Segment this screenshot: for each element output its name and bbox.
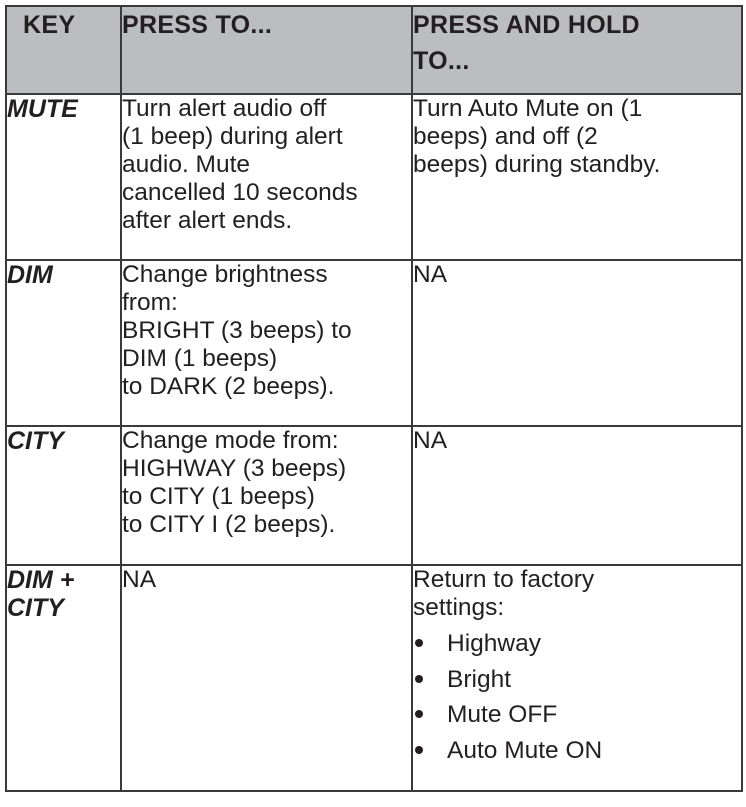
press-text-line: to DARK (2 beeps). <box>122 373 335 400</box>
hold-text-line: Return to factory <box>413 566 595 593</box>
hold-cell-city <box>412 426 742 565</box>
column-header-press-label: PRESS TO... <box>122 11 273 39</box>
press-cell-dim-city <box>121 565 412 791</box>
factory-settings-list <box>413 626 741 768</box>
list-item-label: Bright <box>447 665 512 693</box>
list-item-label: Mute OFF <box>447 701 558 728</box>
key-label: MUTE <box>7 95 78 123</box>
list-item <box>413 733 741 769</box>
table-header-row <box>6 6 742 94</box>
bullet-icon <box>415 639 423 647</box>
press-cell-dim <box>121 260 412 426</box>
hold-text-line: beeps) during standby. <box>413 151 661 178</box>
key-cell-dim <box>6 260 121 426</box>
list-item <box>413 626 741 662</box>
not-applicable-text: NA <box>122 566 157 593</box>
table-row <box>6 260 742 426</box>
press-text-line: to CITY I (2 beeps). <box>122 511 336 538</box>
column-header-hold <box>412 6 742 94</box>
press-text-line: Change brightness <box>122 261 328 288</box>
not-applicable-text: NA <box>413 261 448 288</box>
hold-text-line: beeps) and off (2 <box>413 123 598 150</box>
key-label: DIM <box>7 261 53 289</box>
bullet-icon <box>415 746 423 754</box>
table-row <box>6 94 742 260</box>
key-cell-city <box>6 426 121 565</box>
press-text-line: audio. Mute <box>122 151 251 178</box>
hold-text-line: settings: <box>413 594 505 621</box>
press-text-line: BRIGHT (3 beeps) to <box>122 317 352 344</box>
hold-cell-dim <box>412 260 742 426</box>
bullet-icon <box>415 710 423 718</box>
hold-text-line: Turn Auto Mute on (1 <box>413 95 643 122</box>
key-label-line2: CITY <box>7 594 64 622</box>
key-label-line1: DIM + <box>7 566 75 594</box>
column-header-key <box>6 6 121 94</box>
column-header-hold-label-line1: PRESS AND HOLD <box>413 11 640 39</box>
table-row <box>6 426 742 565</box>
press-cell-city <box>121 426 412 565</box>
list-item-label: Auto Mute ON <box>447 736 603 764</box>
key-label: CITY <box>7 427 64 455</box>
hold-cell-dim-city <box>412 565 742 791</box>
key-cell-dim-city <box>6 565 121 791</box>
press-text-line: after alert ends. <box>122 207 293 234</box>
list-item <box>413 697 741 733</box>
press-text-line: from: <box>122 289 178 316</box>
press-text-line: Turn alert audio off <box>122 95 327 122</box>
press-text-line: (1 beep) during alert <box>122 123 343 150</box>
press-text-line: DIM (1 beeps) <box>122 345 278 372</box>
press-text-line: to CITY (1 beeps) <box>122 483 315 510</box>
key-cell-mute <box>6 94 121 260</box>
not-applicable-text: NA <box>413 427 448 454</box>
key-function-table <box>5 5 743 792</box>
column-header-hold-label-line2: TO... <box>413 47 470 75</box>
press-text-line: HIGHWAY (3 beeps) <box>122 455 347 482</box>
press-cell-mute <box>121 94 412 260</box>
column-header-press <box>121 6 412 94</box>
table-row <box>6 565 742 791</box>
bullet-icon <box>415 675 423 683</box>
list-item <box>413 662 741 698</box>
press-text-line: Change mode from: <box>122 427 339 454</box>
column-header-key-label: KEY <box>23 11 76 39</box>
press-text-line: cancelled 10 seconds <box>122 179 358 206</box>
hold-cell-mute <box>412 94 742 260</box>
list-item-label: Highway <box>447 630 541 657</box>
